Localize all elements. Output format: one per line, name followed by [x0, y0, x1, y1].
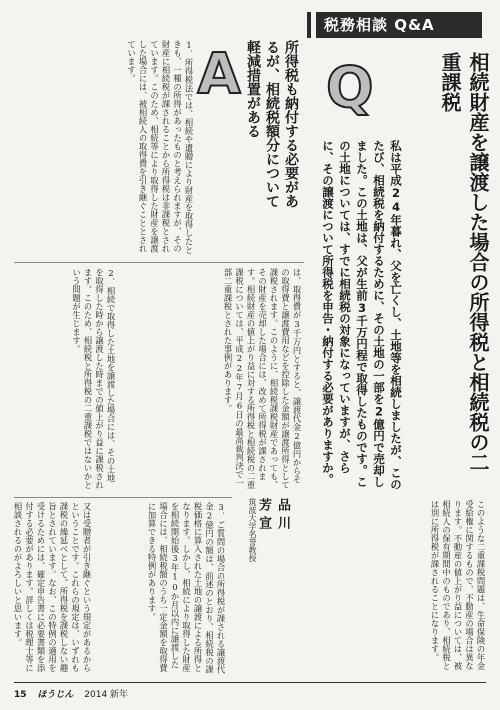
answer-column: は、取得費が3千万円とすると、譲渡代金2億円からその取得費と譲渡費用などを控除した金額が譲渡所得として課税されます。このように、相続税課税財産であっても、その財産を売却した場合には、改めて所得税が課されます。相続財産の値上がり益に対する所得税と相続税の二重課税については、平成22年7月6日の最高裁判決で一部二重課税とされた事例があります。 [223, 268, 302, 489]
author-title: 筑波大学名誉教授 [248, 498, 257, 562]
answer-letter: A [197, 42, 241, 107]
column-divider [14, 497, 232, 498]
issue-label: 2014 新年 [84, 690, 129, 700]
question-body: 私は平成24年暮れ、父を亡くし、土地等を相続しましたが、このたび、相続税を納付するために、その土地の一部を2億円で売却しました。この土地は、父が生前3千万円程で取得したものです。この土地については、すでに相続税の対象になっていますが、さらに、その譲渡について所得税を申告・納付する必要がありますか。 [321, 140, 403, 490]
footer-rule [14, 682, 486, 683]
header-rule [307, 12, 311, 38]
footer [14, 688, 314, 702]
answer-headline: 所得税も納付する必要があるが、相続税額分について軽減措置がある [245, 40, 299, 208]
answer-column: このような二重課税問題は、生命保険の年金受給権に関するもので、不動産の場合は異なります。不動産の値上がり益については、被相続人の保有期間中のものであり、相続税とは別に所得税が課されることになります。 [430, 500, 486, 670]
answer-column: 3．ご質問の場合の所得税が課される譲渡代金2億円の額は、前述のとおり、相続税の課税価格に算入された土地の譲渡による所得となります。しかし、相続により取得した財産を相続開始後3年10か月以内に譲渡した場合には、相続税額のうち一定金額を取得費に加算できる特例があります。 [147, 502, 226, 674]
author-name: 品川 芳宣 [256, 498, 290, 534]
answer-column: 1．所得税法では、相続や遺贈により財産を取得したときも、一種の所得があったものと考えられますが、その財産に相続税が課されることから所得税は非課税とされています。このため、相続等により取得した財産を譲渡した場合には、被相続人の取得費を引き継ぐこととされています。 [126, 40, 194, 255]
page-number: 15 [14, 690, 27, 700]
column-divider [14, 262, 304, 263]
question-title: 相続財産を譲渡した場合の所得税と相続税の二重課税 [438, 52, 490, 472]
magazine-name: ほうじん [37, 690, 74, 700]
answer-column: 2．相続で取得した土地を譲渡した場合には、その土地を取得した時から譲渡した時までの値上がり益に課税されます。このため、相続税と所得税の二重課税ではないかという問題が生じます。 [71, 268, 116, 489]
question-letter: Q [326, 56, 374, 121]
author-box [232, 498, 302, 628]
section-header: 税務相談 Q&A [316, 12, 482, 38]
answer-column: 又は受贈者が引き継ぐという規定があるからということです。これらの規定は、いずれも課税の繰延べとして、所得税を課税しない趣旨とされています。なお、この特例の適用を受けるためには、確定申告書に必要書類を添付する必要があります。詳しくは税理士等に相談されるのがよろしいと思います。 [13, 502, 92, 672]
